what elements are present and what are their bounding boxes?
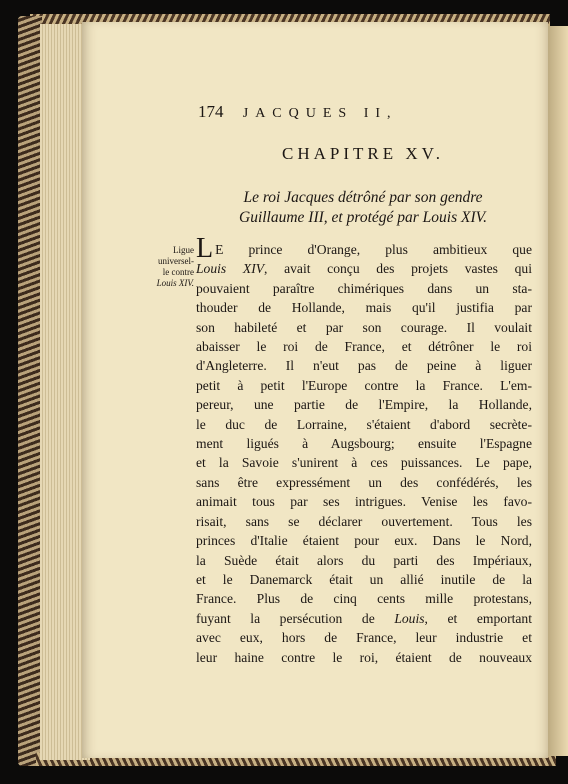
- body-line: avec eux, hors de France, leur industrie et: [196, 630, 532, 646]
- body-line: France. Plus de cinq cents mille protestans,: [196, 591, 532, 607]
- body-line: abaisser le roi de France, et détrôner le roi: [196, 339, 532, 355]
- body-line: et le Danemarck était un allié inutile de la: [196, 571, 532, 587]
- italic-name: Louis: [394, 610, 425, 626]
- chapter-heading: CHAPITRE XV.: [282, 144, 444, 163]
- running-title: JACQUES II,: [242, 106, 398, 121]
- margin-note-line-2: universel-: [158, 256, 194, 266]
- body-line: d'Angleterre. Il n'eut pas de peine à liguer: [196, 358, 532, 374]
- margin-note-line-4: Louis XIV.: [156, 278, 194, 288]
- body-line: ment ligués à Augsbourg; ensuite l'Espagne: [196, 436, 532, 452]
- body-line: petit à petit l'Europe contre la France. L'em-: [196, 377, 532, 393]
- margin-note-line-3: le contre: [162, 267, 194, 277]
- drop-cap: L: [196, 233, 214, 264]
- body-line: thouder de Hollande, mais qu'il justifia par: [196, 300, 532, 316]
- running-header: [198, 102, 528, 122]
- body-line: le duc de Lorraine, s'étaient d'abord secrète-: [196, 416, 532, 432]
- margin-note-line-1: Ligue: [173, 245, 194, 255]
- margin-note: [146, 245, 194, 289]
- next-page-edge: [546, 26, 568, 756]
- page-number: 174: [198, 102, 224, 121]
- body-line: fuyant la persécution de Louis, et emportant: [196, 610, 533, 626]
- body-line: la Suède était alors du parti des Impériaux,: [196, 552, 532, 568]
- body-line: sans être expressément un des confédérés, les: [196, 474, 532, 490]
- body-line: risait, sans se déclarer ouvertement. Tous les: [196, 513, 532, 529]
- subtitle-line-2: Guillaume III, et protégé par Louis XIV.: [239, 209, 487, 226]
- body-line: leur haine contre le roi, étaient de nouveaux: [196, 649, 532, 665]
- body-line: Louis XIV, avait conçu des projets vastes qui: [196, 261, 532, 277]
- body-line: princes d'Italie étaient pour eux. Dans le Nord,: [196, 533, 532, 549]
- body-line: son habileté et par son courage. Il voulait: [196, 319, 532, 335]
- body-line: pereur, une partie de l'Empire, la Hollande,: [196, 397, 532, 413]
- body-line-text: E prince d'Orange, plus ambitieux que: [215, 242, 532, 257]
- book-spine-edge: [18, 16, 42, 766]
- body-line: et la Savoie s'unirent à ces puissances. Le pape,: [196, 455, 532, 471]
- body-line: pouvaient paraître chimériques dans un sta-: [196, 280, 532, 296]
- subtitle-line-1: Le roi Jacques détrôné par son gendre: [243, 189, 483, 206]
- body-line: animait tous par ses intrigues. Venise les favo-: [196, 494, 532, 510]
- body-text: [196, 233, 533, 667]
- chapter-subtitle: [198, 188, 528, 228]
- body-line: [196, 233, 532, 264]
- italic-name: Louis XIV: [196, 261, 265, 277]
